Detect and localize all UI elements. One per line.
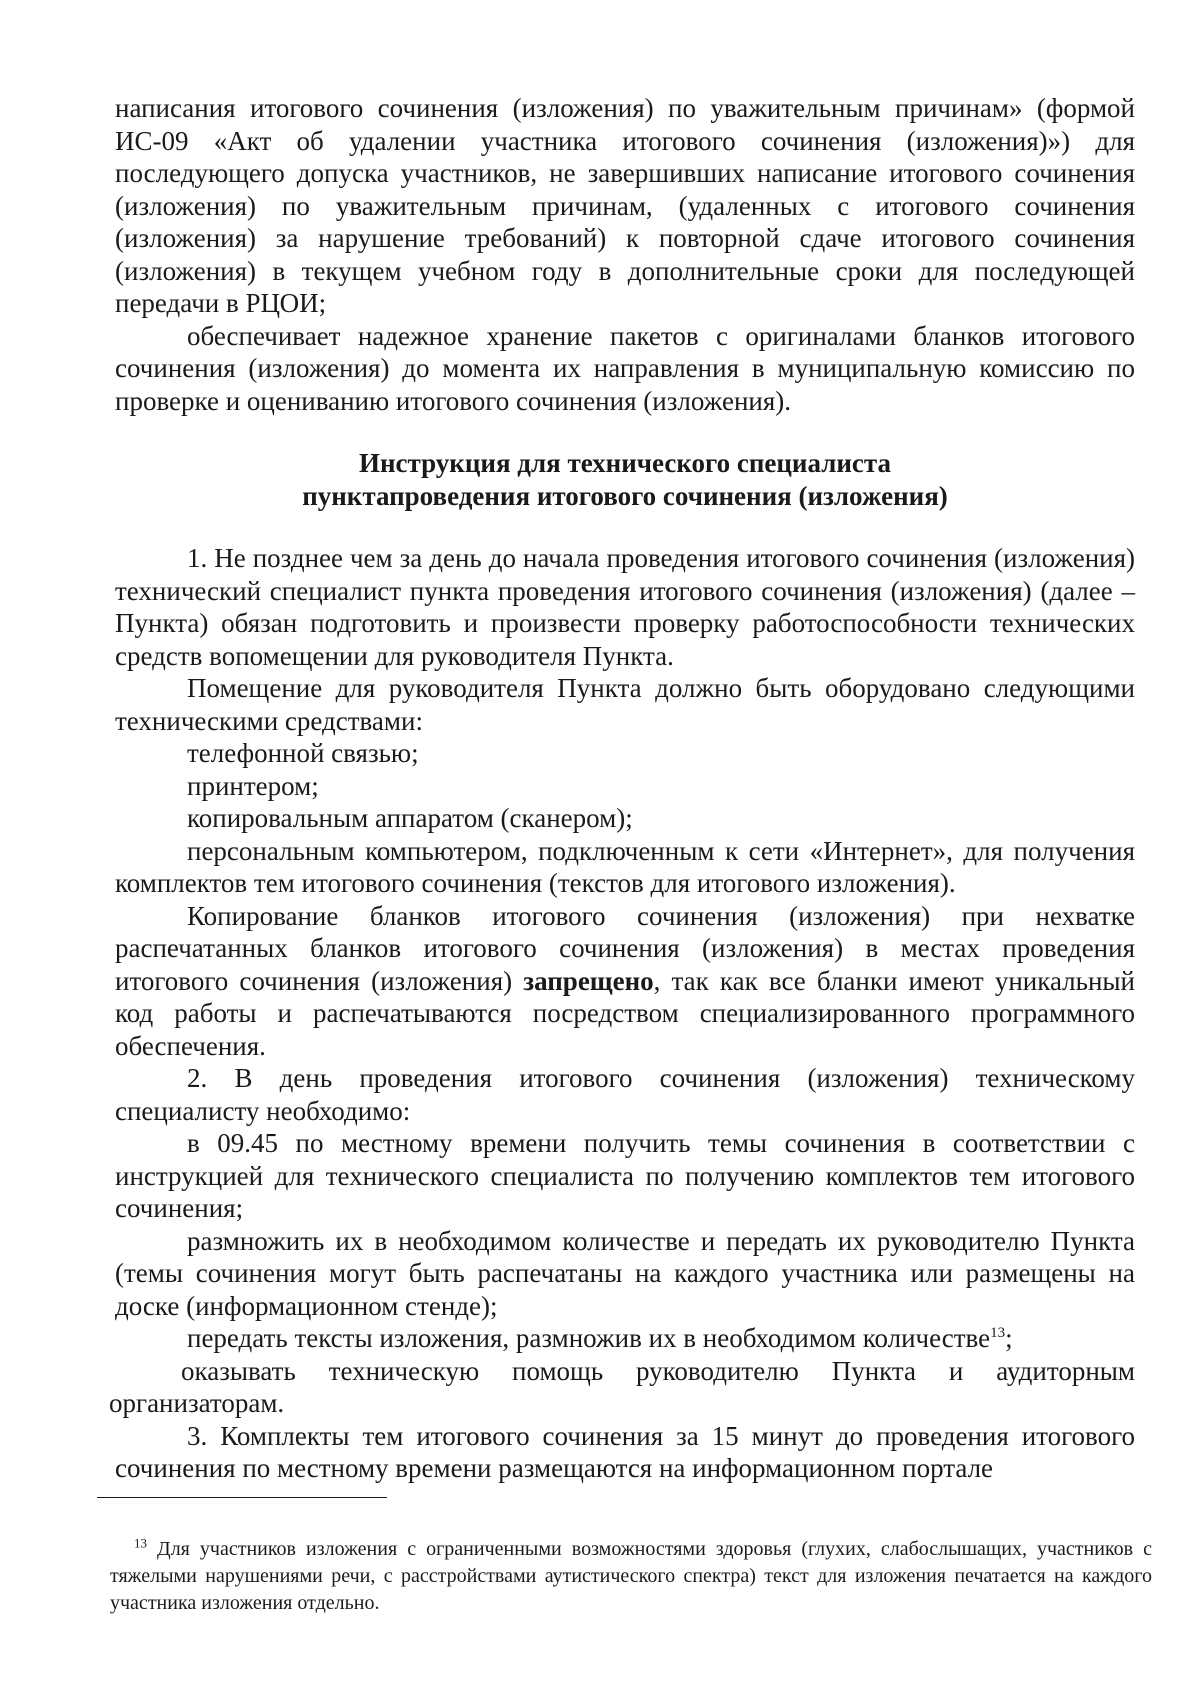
paragraph-receive-topics: в 09.45 по местному времени получить темы сочинения в соответствии с инструкцией для технического специалиста по получению комплектов тем итогового сочинения; xyxy=(115,1128,1135,1223)
footnote xyxy=(110,1536,1152,1617)
paragraph-item-2: 2. В день проведения итогового сочинения (изложения) техническому специалисту необходимо: xyxy=(115,1063,1135,1126)
footnote-separator xyxy=(97,1497,387,1498)
list-item-computer: персональным компьютером, подключенным к сети «Интернет», для получения комплектов тем итогового сочинения (текстов для итогового изложения). xyxy=(115,835,1135,898)
heading-line-2: пунктапроведения итогового сочинения (изложения) xyxy=(302,480,948,511)
footnote-marker: 13 xyxy=(134,1535,147,1551)
footnote-reference: 13 xyxy=(990,1325,1006,1341)
paragraph-item-3: 3. Комплекты тем итогового сочинения за 15 минут до проведения итогового сочинения по местному времени размещаются на информационном портале xyxy=(115,1420,1135,1483)
pass-texts-end: ; xyxy=(1005,1323,1013,1353)
footnote-text: Для участников изложения с ограниченными возможностями здоровья (глухих, слабослышащих, участников с тяжелыми нарушениями речи, с расстройствами аутистического спектра) текст для изложения печатается на каждого участника изложения отдельно. xyxy=(110,1538,1153,1614)
paragraph-tech-help: оказывать техническую помощь руководителю Пункта и аудиторным организаторам. xyxy=(109,1355,1135,1418)
document-body xyxy=(109,92,1135,1485)
copying-text-end: , так как все бланки имеют уникальный код работы и распечатываются посредством специализированного программного обеспечения. xyxy=(115,965,1135,1061)
pass-texts-text: передать тексты изложения, размножив их в необходимом количестве xyxy=(187,1323,991,1353)
heading-line-1: Инструкция для технического специалиста xyxy=(358,448,892,478)
paragraph-continuation: написания итогового сочинения (изложения) по уважительным причинам» (формой ИС-09 «Акт об удалении участника итогового сочинения (изложения)») для последующего допуска участников, не завершивших написание итогового сочинения (изложения) по уважительным причинам, (удаленных с итогового сочинения (изложения) за нарушение требований) к повторной сдаче итогового сочинения (изложения) в текущем учебном году в дополнительные сроки для последующей передачи в РЦОИ; xyxy=(115,93,1135,318)
section-heading xyxy=(115,447,1135,512)
list-item-printer: принтером; xyxy=(187,770,319,801)
paragraph-pass-texts xyxy=(115,1322,1135,1355)
copying-prohibited: запрещено xyxy=(523,965,654,996)
copying-text-start: Копирование бланков итогового сочинения (изложения) при нехватке распечатанных бланков итогового сочинения (изложения) в местах проведения итогового сочинения (изложения) xyxy=(115,900,1135,996)
paragraph-copy-topics: размножить их в необходимом количестве и передать их руководителю Пункта (темы сочинения могут быть распечатаны на каждого участника или размещены на доске (информационном стенде); xyxy=(115,1225,1135,1321)
paragraph-copying xyxy=(115,900,1135,1063)
paragraph-storage: обеспечивает надежное хранение пакетов с оригиналами бланков итогового сочинения (изложения) до момента их направления в муниципальную комиссию по проверке и оцениванию итогового сочинения (изложения). xyxy=(115,320,1135,416)
paragraph-room-equipment: Помещение для руководителя Пункта должно быть оборудовано следующими техническими средствами: xyxy=(115,673,1135,736)
list-item-copier: копировальным аппаратом (сканером); xyxy=(187,803,633,833)
list-item-phone: телефонной связью; xyxy=(187,738,419,768)
paragraph-item-1: 1. Не позднее чем за день до начала проведения итогового сочинения (изложения) технический специалист пункта проведения итогового сочинения (изложения) (далее – Пункта) обязан подготовить и произвести проверку работоспособности технических средств вопомещении для руководителя Пункта. xyxy=(115,543,1135,671)
